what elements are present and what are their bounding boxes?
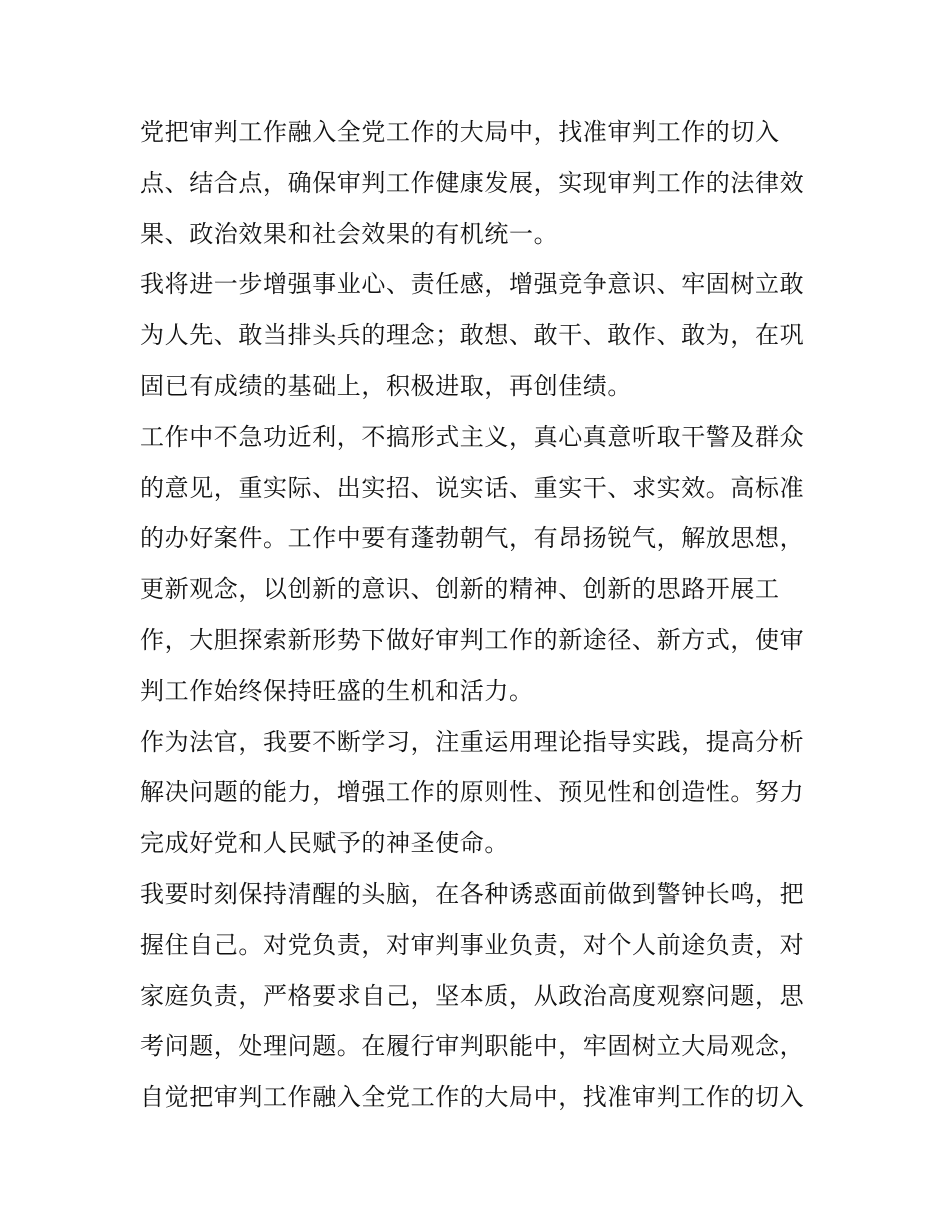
text-line: 考问题，处理问题。在履行审判职能中，牢固树立大局观念，: [140, 1032, 805, 1061]
text-line: 固已有成绩的基础上，积极进取，再创佳绩。: [140, 371, 632, 400]
text-line: 果、政治效果和社会效果的有机统一。: [140, 219, 559, 248]
text-line: 点、结合点，确保审判工作健康发展，实现审判工作的法律效: [140, 168, 805, 197]
text-line: 家庭负责，严格要求自己，坚本质，从政治高度观察问题，思: [140, 981, 805, 1010]
paragraph-5: [140, 869, 820, 1123]
text-line: 完成好党和人民赋予的神圣使命。: [140, 829, 509, 858]
paragraph-2: [140, 259, 820, 411]
text-line: 为人先、敢当排头兵的理念；敢想、敢干、敢作、敢为，在巩: [140, 321, 805, 350]
text-line: 作，大胆探索新形势下做好审判工作的新途径、新方式，使审: [140, 625, 805, 654]
text-line: 更新观念，以创新的意识、创新的精神、创新的思路开展工: [140, 575, 780, 604]
text-line: 的办好案件。工作中要有蓬勃朝气，有昂扬锐气，解放思想，: [140, 524, 805, 553]
text-line: 我要时刻保持清醒的头脑，在各种诱惑面前做到警钟长鸣，把: [140, 879, 805, 908]
paragraph-3: [140, 412, 820, 717]
text-line: 作为法官，我要不断学习，注重运用理论指导实践，提高分析: [140, 727, 805, 756]
text-line: 自觉把审判工作融入全党工作的大局中，找准审判工作的切入: [140, 1083, 805, 1112]
text-line: 的意见，重实际、出实招、说实话、重实干、求实效。高标准: [140, 473, 805, 502]
paragraph-4: [140, 717, 820, 869]
text-line: 党把审判工作融入全党工作的大局中，找准审判工作的切入: [140, 118, 780, 146]
text-line: 解决问题的能力，增强工作的原则性、预见性和创造性。努力: [140, 778, 805, 807]
text-line: 握住自己。对党负责，对审判事业负责，对个人前途负责，对: [140, 930, 805, 959]
text-line: 判工作始终保持旺盛的生机和活力。: [140, 676, 534, 705]
paragraph-1: [140, 107, 820, 259]
document-body: [140, 107, 820, 1123]
text-line: 工作中不急功近利，不搞形式主义，真心真意听取干警及群众: [140, 422, 805, 451]
text-line: 我将进一步增强事业心、责任感，增强竞争意识、牢固树立敢: [140, 270, 805, 299]
